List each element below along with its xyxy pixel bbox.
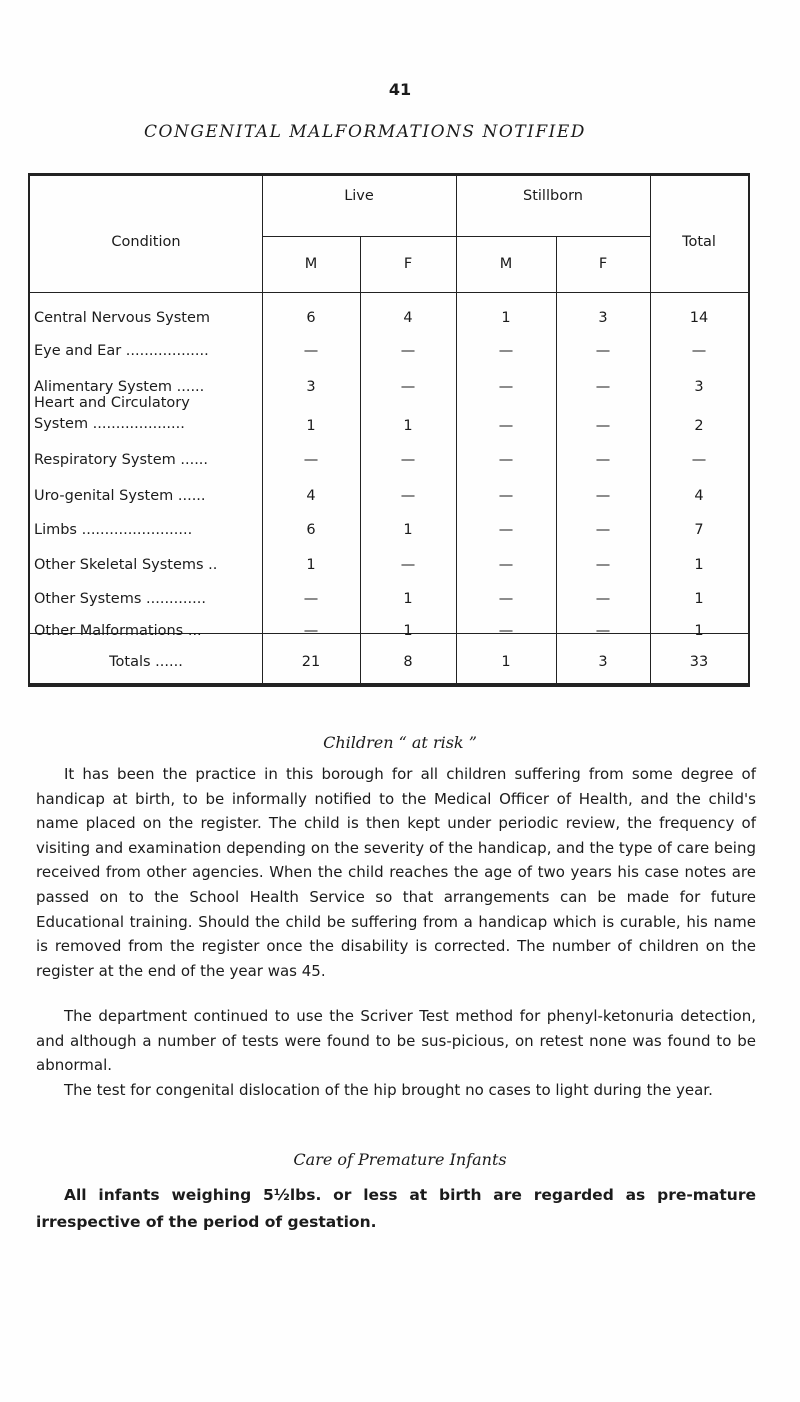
row-live-m: 6 bbox=[306, 522, 316, 538]
row-condition: Limbs ........................ bbox=[34, 522, 193, 538]
divider-total bbox=[650, 176, 651, 684]
row-total: 4 bbox=[694, 488, 704, 504]
row-live-f: — bbox=[400, 452, 416, 468]
header-stillborn: Stillborn bbox=[523, 188, 583, 204]
row-still-f: — bbox=[595, 452, 611, 468]
row-live-m: 6 bbox=[306, 310, 316, 326]
row-still-m: 1 bbox=[501, 310, 511, 326]
row-condition: Other Skeletal Systems .. bbox=[34, 557, 218, 573]
row-live-m: 1 bbox=[306, 418, 316, 434]
row-live-m: 4 bbox=[306, 488, 316, 504]
row-live-f: — bbox=[400, 557, 416, 573]
row-total: 1 bbox=[694, 557, 704, 573]
row-total: 7 bbox=[694, 522, 704, 538]
row-total: 14 bbox=[689, 310, 709, 326]
row-total: — bbox=[691, 343, 707, 359]
row-live-f: 1 bbox=[403, 418, 413, 434]
row-live-m: — bbox=[303, 452, 319, 468]
section-heading-children-at-risk: Children “ at risk ” bbox=[323, 733, 477, 752]
section-heading-premature-infants: Care of Premature Infants bbox=[293, 1150, 507, 1169]
row-live-m: — bbox=[303, 623, 319, 639]
row-live-f: 1 bbox=[403, 623, 413, 639]
divider-header bbox=[30, 292, 748, 293]
row-still-f: — bbox=[595, 557, 611, 573]
header-condition: Condition bbox=[111, 234, 181, 250]
row-condition: Alimentary System ...... bbox=[34, 379, 205, 395]
row-condition: Other Malformations ... bbox=[34, 623, 202, 639]
paragraph-register: It has been the practice in this borough for all children suffering from some degree of handicap at birth, to be informally notified to the Medical Officer of Health, and the child's name placed on the register. The child is then kept under periodic review, the frequency of visiting and examination depending on the severity of the handicap, and the type of care being received from other agencies. When the child reaches the age of two years his case notes are passed on to the School Health Service so that arrangements can be made for future Educational training. Should the child be suffering from a handicap which is curable, his name is removed from the register once the disability is corrected. The number of children on the register at the end of the year was 45. bbox=[36, 765, 756, 980]
row-live-m: — bbox=[303, 591, 319, 607]
row-still-m: — bbox=[498, 343, 514, 359]
divider-totals bbox=[30, 633, 748, 634]
paragraph-premature: All infants weighing 5½lbs. or less at birth are regarded as pre-mature irrespective of the period of gestation. bbox=[36, 1186, 756, 1231]
row-total: 3 bbox=[694, 379, 704, 395]
row-still-f: 3 bbox=[598, 310, 608, 326]
divider-subheader bbox=[262, 236, 650, 237]
row-still-m: — bbox=[498, 557, 514, 573]
header-still-f: F bbox=[598, 256, 608, 272]
row-still-f: — bbox=[595, 591, 611, 607]
row-condition: Central Nervous System bbox=[34, 310, 211, 326]
malformations-table bbox=[28, 173, 750, 687]
row-still-f: — bbox=[595, 623, 611, 639]
row-live-f: — bbox=[400, 488, 416, 504]
page-title: CONGENITAL MALFORMATIONS NOTIFIED bbox=[144, 122, 586, 142]
row-still-m: — bbox=[498, 452, 514, 468]
divider-condition bbox=[262, 176, 263, 684]
row-still-f: — bbox=[595, 488, 611, 504]
totals-still-f: 3 bbox=[598, 654, 608, 670]
row-live-f: 1 bbox=[403, 522, 413, 538]
paragraph-hip-test: The test for congenital dislocation of the hip brought no cases to light during the year. bbox=[64, 1081, 713, 1099]
totals-total: 33 bbox=[689, 654, 709, 670]
row-condition-line1: Heart and Circulatory bbox=[34, 395, 190, 411]
row-still-m: — bbox=[498, 623, 514, 639]
row-live-f: 1 bbox=[403, 591, 413, 607]
row-condition: Uro-genital System ...... bbox=[34, 488, 206, 504]
row-condition: Respiratory System ...... bbox=[34, 452, 209, 468]
divider-live-still bbox=[456, 176, 457, 684]
row-total: — bbox=[691, 452, 707, 468]
divider-live-mf bbox=[360, 236, 361, 684]
row-still-f: — bbox=[595, 379, 611, 395]
header-live: Live bbox=[344, 188, 374, 204]
row-still-m: — bbox=[498, 488, 514, 504]
totals-live-f: 8 bbox=[403, 654, 413, 670]
row-total: 1 bbox=[694, 623, 704, 639]
paragraph-scriver-test: The department continued to use the Scriver Test method for phenyl-ketonuria detection, and although a number of tests were found to be sus-picious, on retest none was found to be abnormal. bbox=[36, 1007, 756, 1075]
totals-label: Totals ...... bbox=[109, 654, 183, 670]
row-condition: Eye and Ear .................. bbox=[34, 343, 209, 359]
row-condition-line2: System .................... bbox=[34, 416, 185, 432]
header-live-f: F bbox=[403, 256, 413, 272]
totals-live-m: 21 bbox=[301, 654, 321, 670]
header-still-m: M bbox=[499, 256, 513, 272]
row-condition: Other Systems ............. bbox=[34, 591, 206, 607]
row-still-f: — bbox=[595, 343, 611, 359]
row-live-f: — bbox=[400, 343, 416, 359]
header-total: Total bbox=[682, 234, 716, 250]
divider-still-mf bbox=[556, 236, 557, 684]
row-still-m: — bbox=[498, 591, 514, 607]
header-live-m: M bbox=[304, 256, 318, 272]
row-live-m: 3 bbox=[306, 379, 316, 395]
row-still-m: — bbox=[498, 522, 514, 538]
row-still-f: — bbox=[595, 522, 611, 538]
row-still-f: — bbox=[595, 418, 611, 434]
row-live-m: — bbox=[303, 343, 319, 359]
row-total: 1 bbox=[694, 591, 704, 607]
row-live-m: 1 bbox=[306, 557, 316, 573]
row-live-f: — bbox=[400, 379, 416, 395]
row-still-m: — bbox=[498, 418, 514, 434]
page-number: 41 bbox=[388, 80, 412, 99]
totals-still-m: 1 bbox=[501, 654, 511, 670]
row-still-m: — bbox=[498, 379, 514, 395]
row-total: 2 bbox=[694, 418, 704, 434]
row-live-f: 4 bbox=[403, 310, 413, 326]
